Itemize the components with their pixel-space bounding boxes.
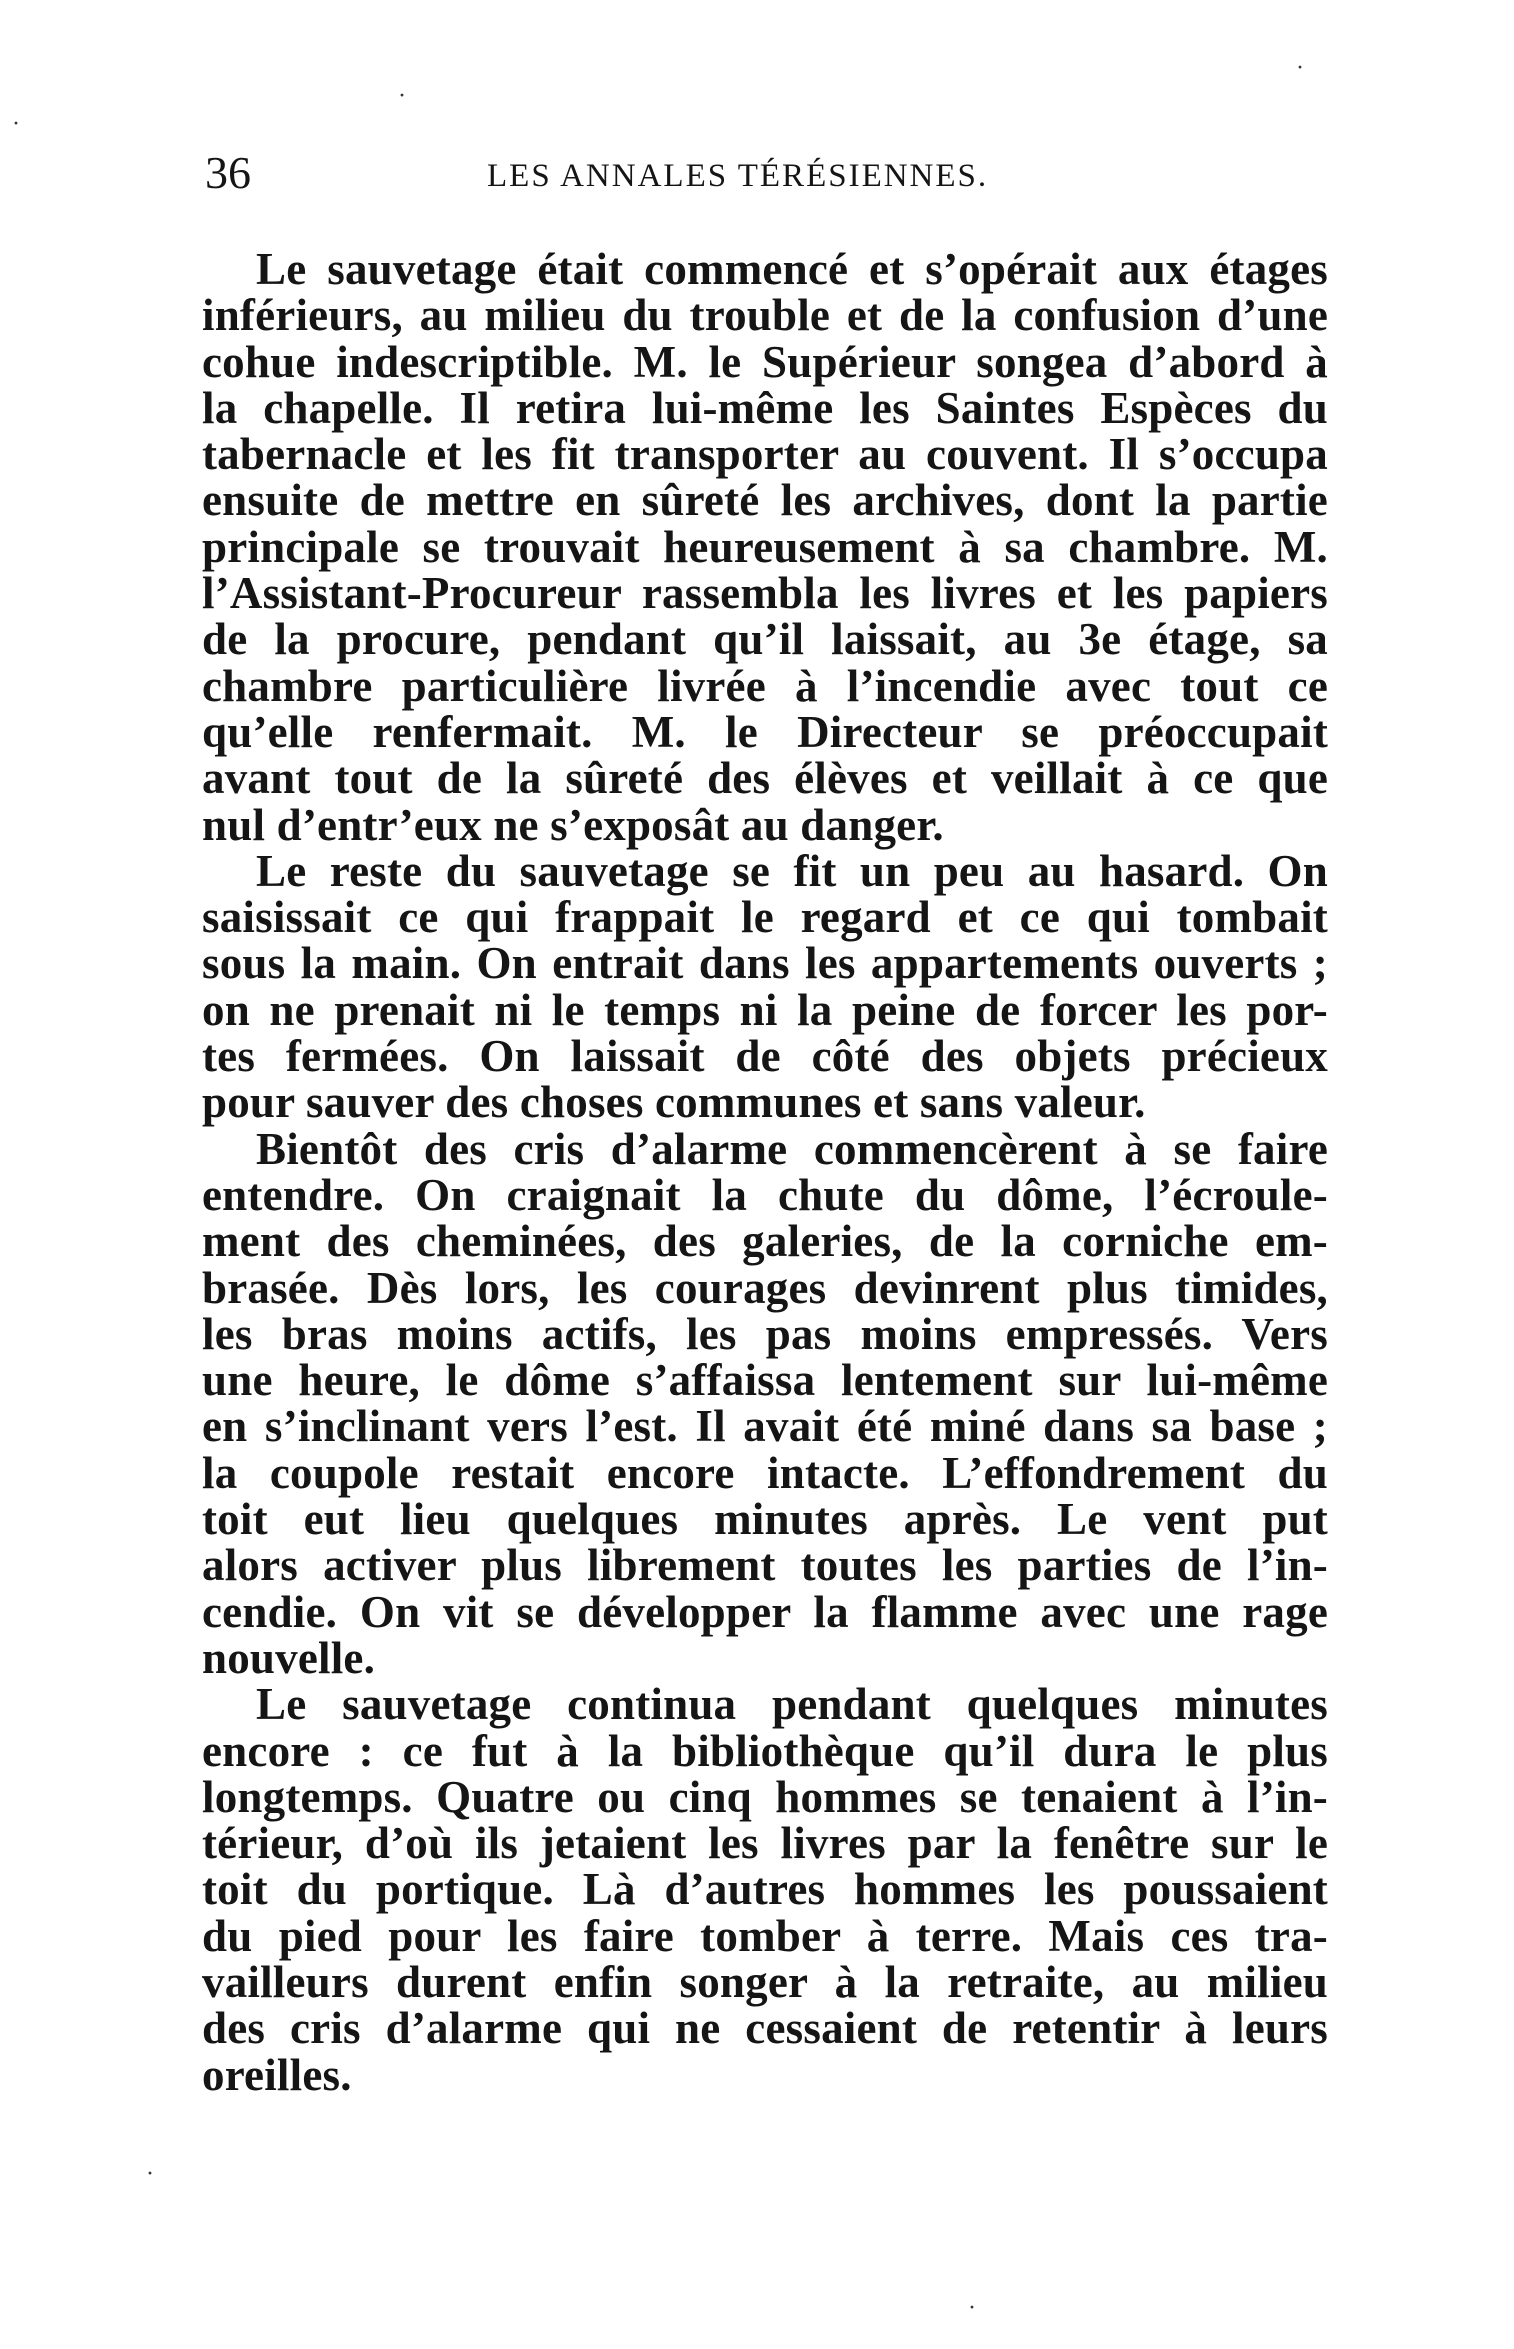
text-line: les bras moins actifs, les pas moins empressés. Vers <box>202 1308 1328 1359</box>
text-line: Le sauvetage continua pendant quelques minutes <box>256 1679 1328 1730</box>
text-line: toit du portique. Là d’autres hommes les poussaient <box>202 1864 1328 1915</box>
page-number: 36 <box>205 147 251 198</box>
text-line: alors activer plus librement toutes les parties de l’in- <box>202 1540 1328 1591</box>
text-line: ensuite de mettre en sûreté les archives, dont la partie <box>202 475 1328 526</box>
text-line: toit eut lieu quelques minutes après. Le vent put <box>202 1494 1328 1545</box>
print-speck: · <box>146 2161 154 2187</box>
text-line: tes fermées. On laissait de côté des objets précieux <box>202 1031 1328 1082</box>
text-line: térieur, d’où ils jetaient les livres par la fenêtre sur le <box>202 1818 1328 1869</box>
text-line: oreilles. <box>202 2049 352 2100</box>
text-line: qu’elle renfermait. M. le Directeur se préoccupait <box>202 706 1328 757</box>
text-line: en s’inclinant vers l’est. Il avait été miné dans sa base ; <box>202 1401 1328 1452</box>
text-line: la coupole restait encore intacte. L’effondrement du <box>202 1447 1328 1498</box>
text-line: Le reste du sauvetage se fit un peu au hasard. On <box>256 845 1328 896</box>
text-line: des cris d’alarme qui ne cessaient de retentir à leurs <box>202 2003 1328 2054</box>
text-line: tabernacle et les fit transporter au couvent. Il s’occupa <box>202 429 1328 480</box>
text-line: Bientôt des cris d’alarme commencèrent à se faire <box>256 1123 1328 1174</box>
text-line: cendie. On vit se développer la flamme avec une rage <box>202 1586 1328 1637</box>
text-line: inférieurs, au milieu du trouble et de la confusion d’une <box>202 290 1328 341</box>
text-line: cohue indescriptible. M. le Supérieur songea d’abord à <box>202 336 1328 387</box>
text-line: entendre. On craignait la chute du dôme, l’écroule- <box>202 1169 1328 1220</box>
print-speck: · <box>968 2295 976 2321</box>
page-header <box>205 148 1325 198</box>
text-line: longtemps. Quatre ou cinq hommes se tenaient à l’in- <box>202 1771 1328 1822</box>
body-text <box>202 246 1328 2098</box>
text-line: chambre particulière livrée à l’incendie avec tout ce <box>202 660 1328 711</box>
text-line: pour sauver des choses communes et sans valeur. <box>202 1077 1146 1128</box>
text-line: nouvelle. <box>202 1632 376 1683</box>
text-line: brasée. Dès lors, les courages devinrent plus timides, <box>202 1262 1328 1313</box>
text-line: vailleurs durent enfin songer à la retraite, au milieu <box>202 1956 1328 2007</box>
text-line: avant tout de la sûreté des élèves et veillait à ce que <box>202 753 1328 804</box>
text-line: sous la main. On entrait dans les appartements ouverts ; <box>202 938 1328 989</box>
print-speck: · <box>398 83 406 109</box>
print-speck: · <box>1296 55 1304 81</box>
text-line: Le sauvetage était commencé et s’opérait aux étages <box>256 244 1328 294</box>
running-head: LES ANNALES TÉRÉSIENNES. <box>487 158 989 194</box>
text-line: la chapelle. Il retira lui-même les Saintes Espèces du <box>202 382 1328 433</box>
text-line: encore : ce fut à la bibliothèque qu’il dura le plus <box>202 1725 1328 1776</box>
text-line: l’Assistant-Procureur rassembla les livres et les papiers <box>202 568 1328 619</box>
text-line: de la procure, pendant qu’il laissait, au 3e étage, sa <box>202 614 1328 665</box>
text-line: on ne prenait ni le temps ni la peine de forcer les por- <box>202 984 1328 1035</box>
text-line: principale se trouvait heureusement à sa chambre. M. <box>202 521 1328 572</box>
print-speck: · <box>12 111 20 137</box>
text-line: une heure, le dôme s’affaissa lentement sur lui-même <box>202 1355 1328 1406</box>
text-line: du pied pour les faire tomber à terre. Mais ces tra- <box>202 1910 1328 1961</box>
text-line: saisissait ce qui frappait le regard et ce qui tombait <box>202 892 1328 943</box>
text-line: nul d’entr’eux ne s’exposât au danger. <box>202 799 944 850</box>
text-line: ment des cheminées, des galeries, de la corniche em- <box>202 1216 1328 1267</box>
